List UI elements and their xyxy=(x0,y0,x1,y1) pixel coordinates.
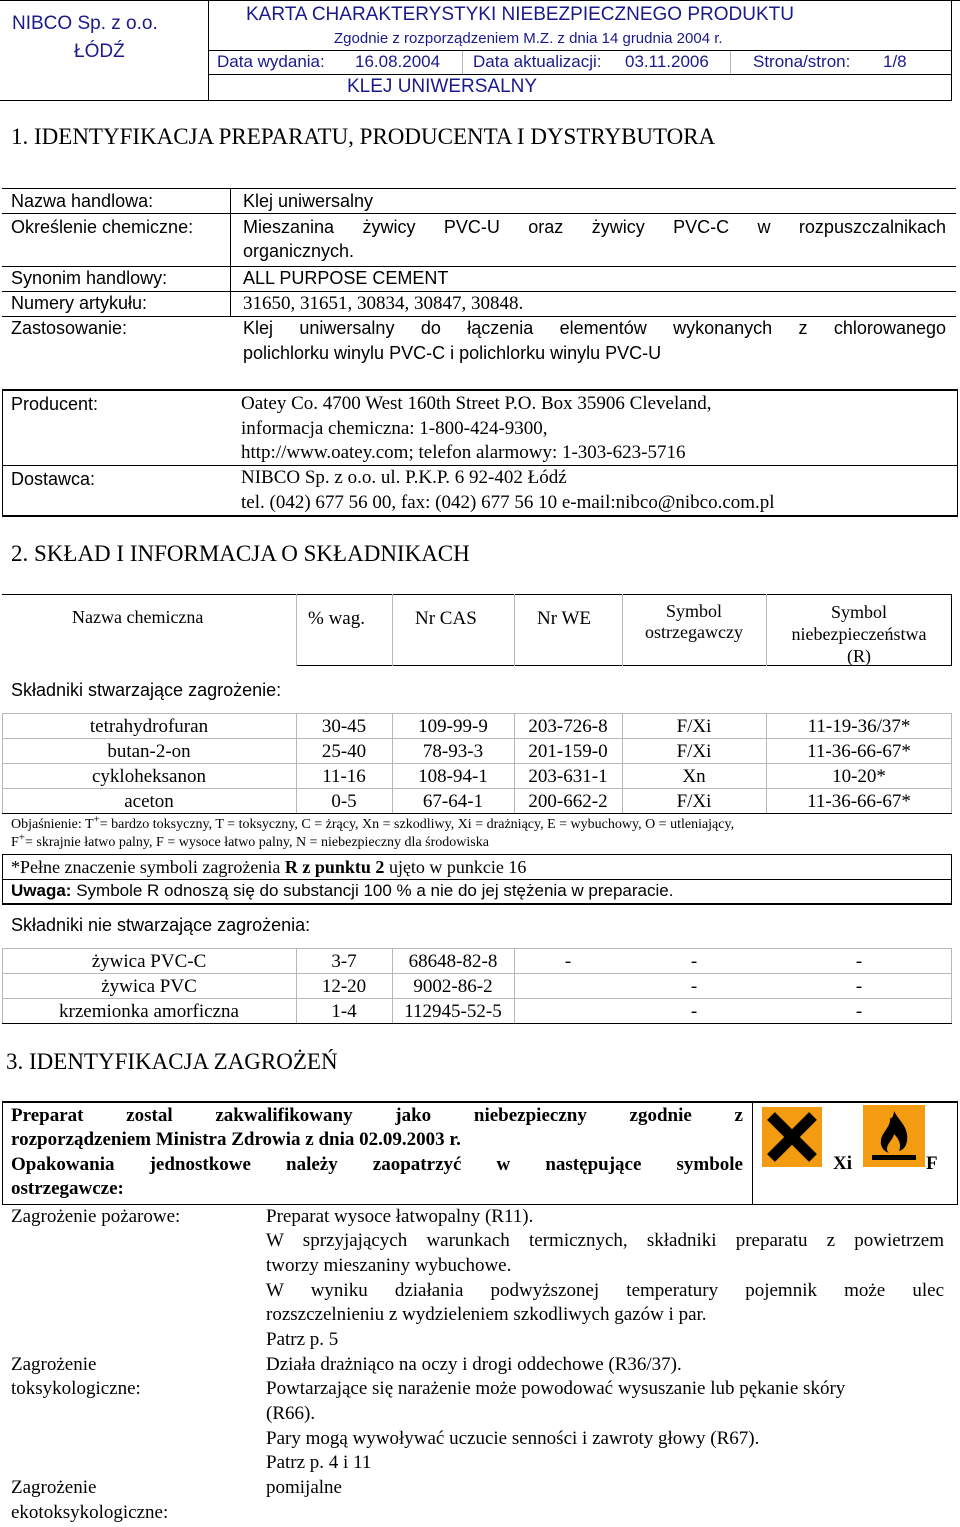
use-description: Klej uniwersalny do łączenia elementów wykonanych z chlorowanego xyxy=(243,318,946,338)
f-label: F xyxy=(926,1153,938,1174)
component-percent: 12-20 xyxy=(321,976,367,997)
trade-name: Klej uniwersalny xyxy=(243,191,374,211)
component-symbol: Xn xyxy=(682,766,706,787)
col-chemical-name: Nazwa chemiczna xyxy=(72,607,204,627)
update-date: 03.11.2006 xyxy=(625,52,709,71)
fire-hazard-label: Zagrożenie pożarowe: xyxy=(11,1206,181,1227)
component-name: cykloheksanon xyxy=(92,766,206,787)
component-symbol: F/Xi xyxy=(676,791,712,812)
col-warning-symbol: Symbol ostrzegawczy xyxy=(645,601,743,642)
supplier-label: Dostawca: xyxy=(11,469,96,489)
component-cas: 67-64-1 xyxy=(422,791,484,812)
component-r-phrases: 11-36-66-67* xyxy=(807,791,911,812)
symbol-explanation-cont: F+= skrajnie łatwo palny, F = wysoce łatwo palny, N = niebezpieczny dla środowiska xyxy=(11,831,489,850)
toxicological-hazard-line: Patrz p. 4 i 11 xyxy=(266,1452,372,1473)
component-name: aceton xyxy=(124,791,174,812)
producer-label: Producent: xyxy=(11,394,99,414)
component-we: 201-159-0 xyxy=(528,741,608,762)
toxicological-hazard-line: Działa drażniąco na oczy i drogi oddechowe (R36/37). xyxy=(266,1354,682,1375)
fire-hazard-line: rozszczelnieniu z wydzieleniem szkodliwych gazów i par. xyxy=(266,1304,707,1325)
component-we: - xyxy=(564,951,572,972)
flammable-f-icon xyxy=(863,1105,925,1167)
component-name: żywica PVC-C xyxy=(91,951,207,972)
hazardous-components-label: Składniki stwarzające zagrożenie: xyxy=(11,680,282,700)
synonym: ALL PURPOSE CEMENT xyxy=(243,268,449,288)
col-we: Nr WE xyxy=(537,608,591,629)
packaging-text-cont: ostrzegawcze: xyxy=(11,1178,124,1199)
synonym-label: Synonim handlowy: xyxy=(11,268,168,288)
toxicological-hazard-line: Pary mogą wywoływać uczucie senności i zawroty głowy (R67). xyxy=(266,1428,760,1449)
article-numbers-label: Numery artykułu: xyxy=(11,293,148,313)
section2-heading: 2. SKŁAD I INFORMACJA O SKŁADNIKACH xyxy=(11,541,470,566)
issue-date-label: Data wydania: xyxy=(217,52,325,71)
col-risk-symbol: Symbol niebezpieczeństwa (R) xyxy=(791,602,927,666)
component-we: 200-662-2 xyxy=(528,791,608,812)
use-description-cont: polichlorku winylu PVC-C i polichlorku winylu PVC-U xyxy=(243,343,662,363)
producer-address: Oatey Co. 4700 West 160th Street P.O. Box 35906 Cleveland, xyxy=(241,393,712,414)
component-percent: 3-7 xyxy=(331,951,357,972)
fire-hazard-line: tworzy mieszaniny wybuchowe. xyxy=(266,1255,512,1276)
r-symbols-note: *Pełne znaczenie symboli zagrożenia R z punktu 2 ujęto w punkcie 16 xyxy=(11,857,527,877)
supplier-contact: tel. (042) 677 56 00, fax: (042) 677 56 10 e-mail:nibco@nibco.com.pl xyxy=(241,492,775,513)
article-numbers: 31650, 31651, 30834, 30847, 30848. xyxy=(243,293,524,314)
fire-hazard-line: Patrz p. 5 xyxy=(266,1329,339,1350)
component-we: 203-631-1 xyxy=(528,766,608,787)
company-city: ŁÓDŹ xyxy=(74,41,125,62)
ecotoxicological-hazard-label-cont: ekotoksykologiczne: xyxy=(11,1502,169,1523)
component-name: żywica PVC xyxy=(101,976,197,997)
section3-heading: 3. IDENTYFIKACJA ZAGROŻEŃ xyxy=(6,1049,338,1074)
component-we: 203-726-8 xyxy=(528,716,608,737)
component-percent: 0-5 xyxy=(331,791,357,812)
component-cas: 68648-82-8 xyxy=(408,951,498,972)
component-r-phrases: - xyxy=(855,951,863,972)
producer-info: informacja chemiczna: 1-800-424-9300, xyxy=(241,418,548,439)
supplier-address: NIBCO Sp. z o.o. ul. P.K.P. 6 92-402 Łódź xyxy=(241,467,567,488)
component-r-phrases: - xyxy=(855,1001,863,1022)
component-r-phrases: - xyxy=(855,976,863,997)
toxicological-hazard-line: Powtarzające się narażenie może powodować wysuszanie lub pękanie skóry xyxy=(266,1378,846,1399)
classification-text-cont: rozporządzeniem Ministra Zdrowia z dnia 02.09.2003 r. xyxy=(11,1129,461,1150)
component-cas: 78-93-3 xyxy=(422,741,484,762)
symbol-explanation: Objaśnienie: T+= bardzo toksyczny, T = toksyczny, C = żrący, Xn = szkodliwy, Xi = drażniący, E = wybuchowy, O = utleniający, xyxy=(11,813,735,832)
component-symbol: - xyxy=(690,976,698,997)
component-cas: 112945-52-5 xyxy=(404,1001,502,1022)
document-subtitle: Zgodnie z rozporządzeniem M.Z. z dnia 14 grudnia 2004 r. xyxy=(334,30,723,47)
non-hazardous-components-label: Składniki nie stwarzające zagrożenia: xyxy=(11,915,311,935)
component-percent: 1-4 xyxy=(331,1001,357,1022)
toxicological-hazard-label-cont: toksykologiczne: xyxy=(11,1378,141,1399)
company-name: NIBCO Sp. z o.o. xyxy=(12,13,158,34)
component-percent: 30-45 xyxy=(321,716,367,737)
fire-hazard-line: W sprzyjających warunkach termicznych, składniki preparatu z powietrzem xyxy=(266,1230,944,1251)
component-name: tetrahydrofuran xyxy=(89,716,209,737)
component-percent: 25-40 xyxy=(321,741,367,762)
r-symbols-remark: Uwaga: Symbole R odnoszą się do substancji 100 % a nie do jej stężenia w preparacie. xyxy=(11,881,674,900)
component-r-phrases: 11-36-66-67* xyxy=(807,741,911,762)
toxicological-hazard-line: (R66). xyxy=(266,1403,316,1424)
ecotoxicological-hazard-label: Zagrożenie xyxy=(11,1477,97,1498)
ecotoxicological-hazard-value: pomijalne xyxy=(266,1477,342,1498)
page-label: Strona/stron: xyxy=(753,52,851,71)
fire-hazard-line: Preparat wysoce łatwopalny (R11). xyxy=(266,1206,534,1227)
packaging-text: Opakowania jednostkowe należy zaopatrzyć w następujące symbole xyxy=(11,1154,743,1175)
component-cas: 108-94-1 xyxy=(418,766,488,787)
section1-heading: 1. IDENTYFIKACJA PREPARATU, PRODUCENTA I DYSTRYBUTORA xyxy=(11,124,716,149)
issue-date: 16.08.2004 xyxy=(355,52,441,71)
xi-label: Xi xyxy=(833,1153,852,1174)
component-r-phrases: 10-20* xyxy=(832,766,886,787)
update-date-label: Data aktualizacji: xyxy=(473,52,602,71)
chemical-label: Określenie chemiczne: xyxy=(11,217,194,237)
use-label: Zastosowanie: xyxy=(11,318,128,338)
component-symbol: - xyxy=(690,951,698,972)
component-cas: 9002-86-2 xyxy=(413,976,493,997)
trade-name-label: Nazwa handlowa: xyxy=(11,191,154,211)
component-percent: 11-16 xyxy=(322,766,366,787)
fire-hazard-line: W wyniku działania podwyższonej temperatury pojemnik może ulec xyxy=(266,1280,944,1301)
product-name: KLEJ UNIWERSALNY xyxy=(347,76,538,97)
component-symbol: F/Xi xyxy=(676,741,712,762)
component-symbol: F/Xi xyxy=(676,716,712,737)
toxicological-hazard-label: Zagrożenie xyxy=(11,1354,97,1375)
producer-contact: http://www.oatey.com; telefon alarmowy: 1-303-623-5716 xyxy=(241,442,686,463)
component-r-phrases: 11-19-36/37* xyxy=(807,716,911,737)
document-title: KARTA CHARAKTERYSTYKI NIEBEZPIECZNEGO PRODUKTU xyxy=(246,4,794,25)
col-cas: Nr CAS xyxy=(415,608,477,629)
component-symbol: - xyxy=(690,1001,698,1022)
chemical-description-cont: organicznych. xyxy=(243,241,355,261)
col-weight-percent: % wag. xyxy=(308,608,365,629)
irritant-xi-icon xyxy=(762,1107,822,1167)
chemical-description: Mieszanina żywicy PVC-U oraz żywicy PVC-C w rozpuszczalnikach xyxy=(243,217,946,237)
page-number: 1/8 xyxy=(883,52,907,71)
component-name: krzemionka amorficzna xyxy=(59,1001,239,1022)
component-cas: 109-99-9 xyxy=(418,716,488,737)
component-name: butan-2-on xyxy=(107,741,191,762)
classification-text: Preparat zostal zakwalifikowany jako niebezpieczny zgodnie z xyxy=(11,1105,743,1126)
